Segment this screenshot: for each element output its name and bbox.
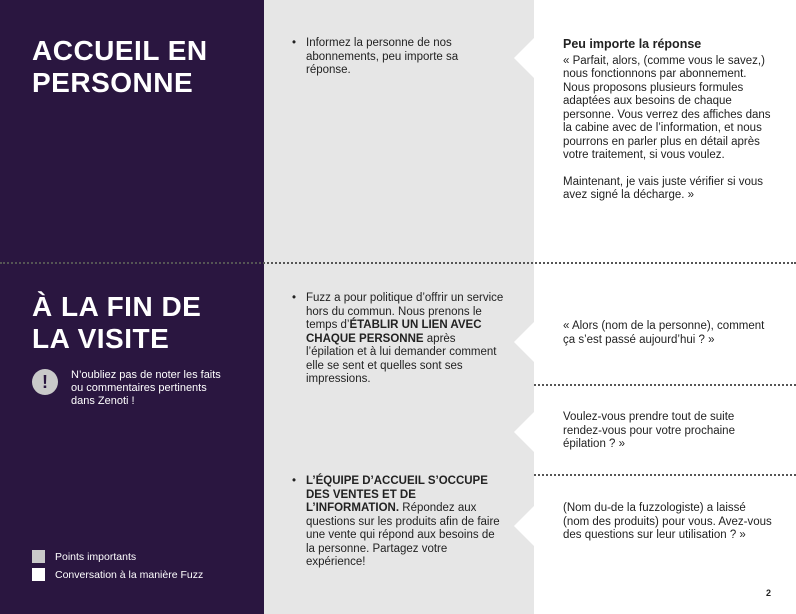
page-number: 2 <box>766 588 772 598</box>
section1-bullet-text: Informez la personne de nos abonnements, peu importe sa réponse. <box>306 37 459 76</box>
divider-right-2 <box>534 474 796 476</box>
note-text: N’oubliez pas de noter les faits ou commentaires pertinents dans Zenoti ! <box>71 369 221 407</box>
legend-item-conversation <box>32 568 203 581</box>
notch-3 <box>514 412 534 452</box>
divider-right-1 <box>534 384 796 386</box>
section1-heading-line2: PERSONNE <box>32 67 194 98</box>
bullet-marker: • <box>292 475 297 487</box>
section1-heading-line1: ACCUEIL EN <box>32 35 208 66</box>
section2-bullet2 <box>292 475 504 570</box>
legend-swatch-white <box>32 568 45 581</box>
bullet-marker: • <box>292 292 297 304</box>
section2-response3: (Nom du-de la fuzzologiste) a laissé (nom des produits) pour vous. Avez-vous des questions sur leur utilisation ? » <box>563 502 772 541</box>
section2-response2: Voulez-vous prendre tout de suite rendez-vous pour votre prochaine épilation ? » <box>563 411 735 450</box>
section2-response1: « Alors (nom de la personne), comment ça s’est passé aujourd’hui ? » <box>563 320 765 346</box>
section2-bullet2-text <box>306 475 504 570</box>
exclamation-icon: ! <box>32 369 58 395</box>
section2-bullet1-bold: ÉTABLIR UN LIEN AVEC CHAQUE PERSONNE <box>306 319 482 345</box>
section2-bullet2-bold: L’ÉQUIPE D’ACCUEIL S’OCCUPE DES VENTES ET DE L’INFORMATION. <box>306 475 488 514</box>
section2-heading <box>32 291 201 355</box>
legend-label-key-points: Points importants <box>55 550 137 563</box>
section2-heading-line1: À LA FIN DE <box>32 291 202 322</box>
section2-bullet1 <box>292 292 504 387</box>
section1-bullet <box>292 37 504 78</box>
legend-label-conversation: Conversation à la manière Fuzz <box>55 568 204 581</box>
section1-response-title: Peu importe la réponse <box>563 37 702 51</box>
notch-1 <box>514 38 534 78</box>
section1-response <box>563 38 773 203</box>
section-divider <box>0 262 796 264</box>
legend-item-key-points <box>32 550 136 563</box>
bullet-marker: • <box>292 37 297 49</box>
section2-bullet1-text <box>306 292 504 387</box>
section2-bullet1-pre: Fuzz a pour politique d’offrir un service hors du commun. Nous prenons le temps d’ <box>306 292 504 331</box>
section2-heading-line2: LA VISITE <box>32 323 170 354</box>
section1-response-para2: Maintenant, je vais juste vérifier si vous avez signé la décharge. » <box>563 175 764 201</box>
section2-bullet1-post: après l’épilation et à lui demander comment elle se sent et quelles sont ses impressions. <box>306 332 497 385</box>
notch-2 <box>514 322 534 362</box>
section1-response-para1: « Parfait, alors, (comme vous le savez,) nous fonctionnons par abonnement. Nous proposons plusieurs formules adaptées aux besoins de chaque personne. Vous verrez des affiches dans la cabine avec de l’information, et nous pourrons en parler plus en détail après votre traitement, si vous voulez. <box>563 54 771 161</box>
section2-bullet2-rest: Répondez aux questions sur les produits afin de faire une vente qui répond aux besoins de la personne. Partagez votre expérience! <box>306 502 500 568</box>
legend-swatch-gray <box>32 550 45 563</box>
section1-heading <box>32 35 208 99</box>
notch-4 <box>514 506 534 546</box>
